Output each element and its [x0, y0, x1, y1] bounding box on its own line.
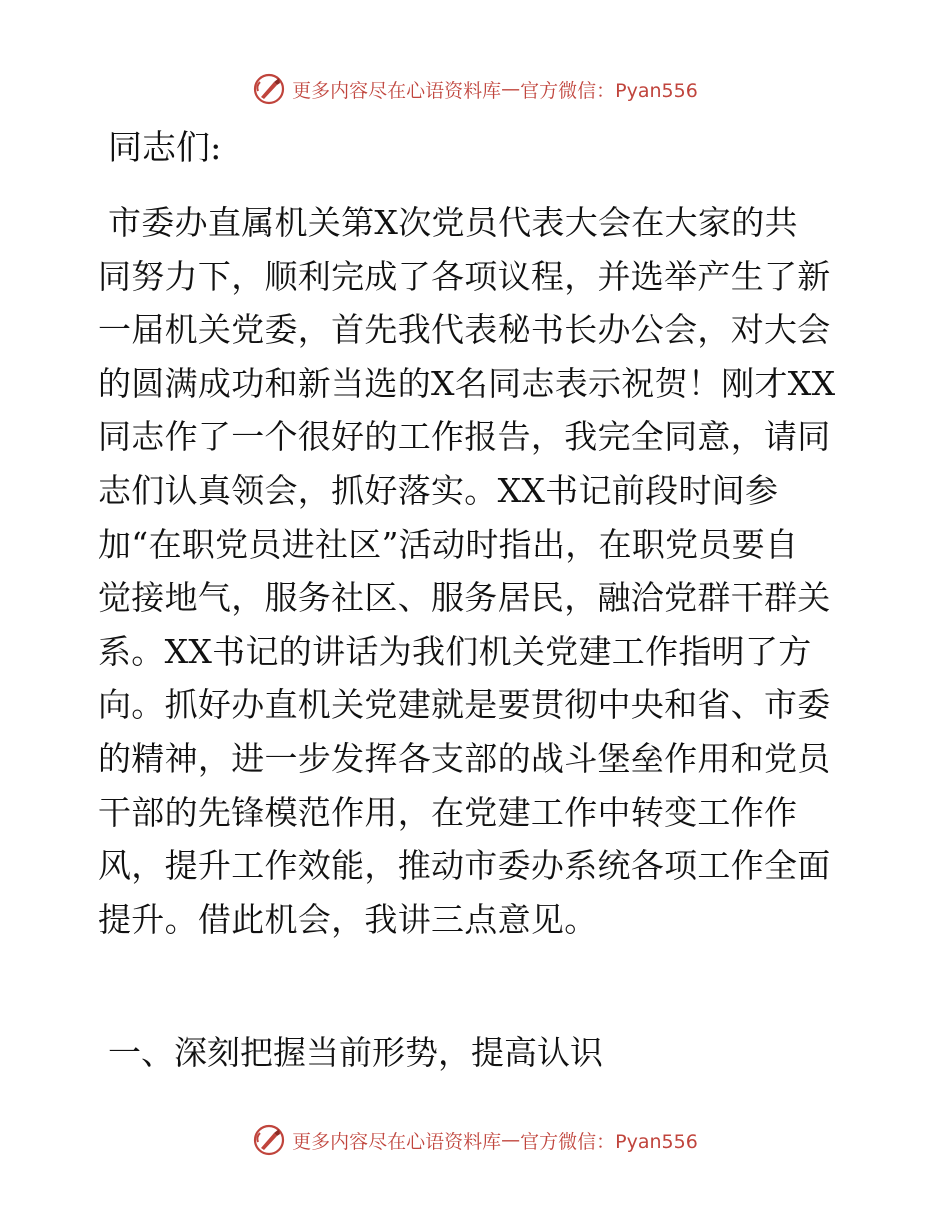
paragraph-line: 同努力下，顺利完成了各项议程，并选举产生了新: [98, 256, 831, 296]
paragraph-line: 风，提升工作效能，推动市委办系统各项工作全面: [98, 846, 831, 886]
paragraph-line: 市委办直属机关第X次党员代表大会在大家的共: [108, 203, 798, 242]
banner-wechat: 官方微信：Pyan556: [520, 79, 698, 102]
paragraph-line: 干部的先锋模范作用，在党建工作中转变工作作: [98, 792, 798, 832]
paragraph-line: 向。抓好办直机关党建就是要贯彻中央和省、市委: [98, 685, 831, 725]
quill-pen-icon: [252, 72, 286, 106]
paragraph-line: 志们认真领会，抓好落实。XX书记前段时间参: [98, 470, 779, 510]
quill-pen-icon: [252, 1123, 286, 1157]
footer-banner: [0, 1123, 950, 1157]
section-heading: 一、深刻把握当前形势，提高认识: [108, 1033, 603, 1072]
paragraph-line: 同志作了一个很好的工作报告，我完全同意，请同: [98, 417, 831, 457]
banner-dash: —: [501, 1129, 521, 1151]
banner-wechat: 官方微信：Pyan556: [520, 1130, 698, 1153]
header-banner: [0, 72, 950, 106]
paragraph-line: 的精神，进一步发挥各支部的战斗堡垒作用和党员: [98, 738, 831, 778]
paragraph-line: 觉接地气，服务社区、服务居民，融洽党群干群关: [98, 578, 831, 618]
paragraph-line: 提升。借此机会，我讲三点意见。: [98, 899, 598, 939]
paragraph-line: 加“在职党员进社区”活动时指出，在职党员要自: [98, 524, 799, 564]
banner-title: 更多内容尽在心语资料库: [292, 79, 502, 102]
greeting-text: 同志们:: [108, 128, 222, 168]
paragraph-line: 系。XX书记的讲话为我们机关党建工作指明了方: [98, 631, 812, 671]
body-paragraph: [98, 196, 853, 946]
banner-title: 更多内容尽在心语资料库: [292, 1130, 502, 1153]
banner-dash: —: [501, 78, 521, 100]
paragraph-line: 一届机关党委，首先我代表秘书长办公会，对大会: [98, 310, 831, 350]
paragraph-line: 的圆满成功和新当选的X名同志表示祝贺！刚才XX: [98, 363, 836, 403]
